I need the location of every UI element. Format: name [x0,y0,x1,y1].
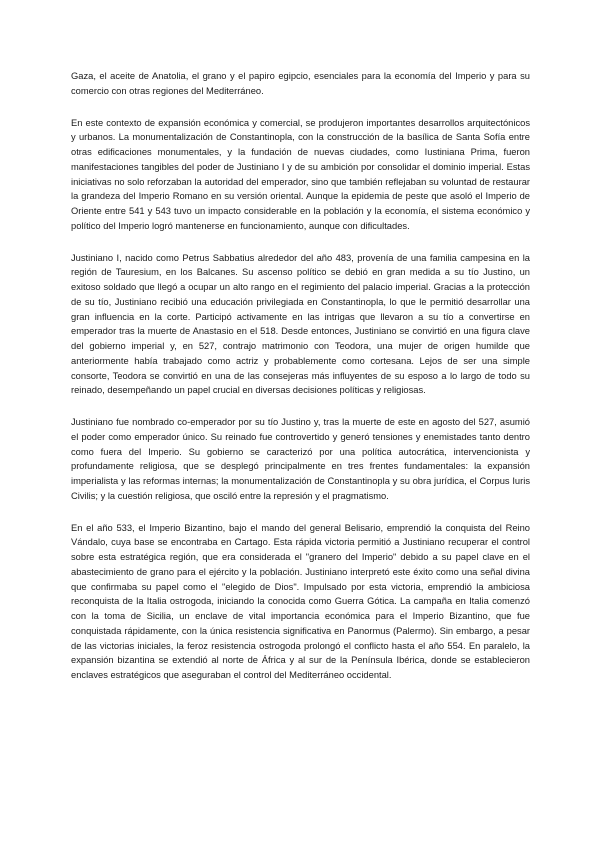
paragraph-architecture: En este contexto de expansión económica y comercial, se produjeron importantes desarrollos arquitectónicos y urbanos. La monumentalización de Constantinopla, con la construcción de la basílica de Santa Sofía entre otras edificaciones monumentales, y la fundación de nuevas ciudades, como Iustiniana Prima, fueron manifestaciones tangibles del poder de Justiniano I y de su ambición por consolidar el dominio imperial. Estas iniciativas no solo reforzaban la autoridad del emperador, sino que también reflejaban su voluntad de restaurar la grandeza del Imperio Romano en su versión oriental. Aunque la epidemia de peste que asoló el Imperio de Oriente entre 541 y 543 tuvo un impacto considerable en la población y la economía, el sistema económico y político del Imperio logró mantenerse en funcionamiento, aunque con dificultades. [71,117,530,231]
paragraph-justinian-origins: Justiniano I, nacido como Petrus Sabbatius alrededor del año 483, provenía de una familia campesina en la región de Tauresium, en los Balcanes. Su ascenso político se debió en gran medida a su tío Justino, un exitoso soldado que llegó a ocupar un alto rango en el regimiento del palacio imperial. Gracias a la protección de su tío, Justiniano recibió una educación privilegiada en Constantinopla, lo que le permitió desarrollar una gran influencia en la corte. Participó activamente en las intrigas que llevaron a su tío a convertirse en emperador tras la muerte de Anastasio en el 518. Desde entonces, Justiniano se convirtió en una figura clave del gobierno imperial y, en 527, contrajo matrimonio con Teodora, una mujer de origen humilde que anteriormente había trabajado como actriz y probablemente como cortesana. Lejos de ser una simple consorte, Teodora se convirtió en una de las consejeras más influyentes de su esposo a lo largo de todo su reinado, desempeñando un papel crucial en diversas decisiones políticas y religiosas. [71,252,530,396]
paragraph-trade-goods: Gaza, el aceite de Anatolia, el grano y el papiro egipcio, esenciales para la economía del Imperio y para su comercio con otras regiones del Mediterráneo. [71,71,530,96]
document-body [71,69,530,700]
paragraph-reign: Justiniano fue nombrado co-emperador por su tío Justino y, tras la muerte de este en agosto del 527, asumió el poder como emperador único. Su reinado fue controvertido y generó tensiones y enemistades tanto dentro como fuera del Imperio. Su gobierno se caracterizó por una política autocrática, intervencionista y profundamente religiosa, que se desplegó principalmente en tres frentes fundamentales: la expansión imperialista y las reformas internas; la monumentalización de Constantinopla y su obra jurídica, el Corpus Iuris Civilis; y la cuestión religiosa, que osciló entre la represión y el pragmatismo. [71,417,530,501]
paragraph-conquests: En el año 533, el Imperio Bizantino, bajo el mando del general Belisario, emprendió la conquista del Reino Vándalo, cuya base se encontraba en Cartago. Esta rápida victoria permitió a Justiniano recuperar el control sobre esta estratégica región, que era considerada el "granero del Imperio" debido a su papel clave en el abastecimiento de grano para el ejército y la población. Justiniano interpretó este éxito como una señal divina que confirmaba su papel como el "elegido de Dios". Impulsado por esta victoria, emprendió la ambiciosa reconquista de la Italia ostrogoda, iniciando la conocida como Guerra Gótica. La campaña en Italia comenzó con la toma de Sicilia, un enclave de vital importancia económica para el Imperio Bizantino, que fue conquistada rápidamente, con la única resistencia significativa en Panormus (Palermo). Sin embargo, a pesar de las victorias iniciales, la feroz resistencia ostrogoda prolongó el conflicto hasta el año 554. En paralelo, la expansión bizantina se extendió al norte de África y al sur de la Península Ibérica, donde se establecieron enclaves estratégicos que aseguraban el control del Mediterráneo occidental. [71,522,530,680]
